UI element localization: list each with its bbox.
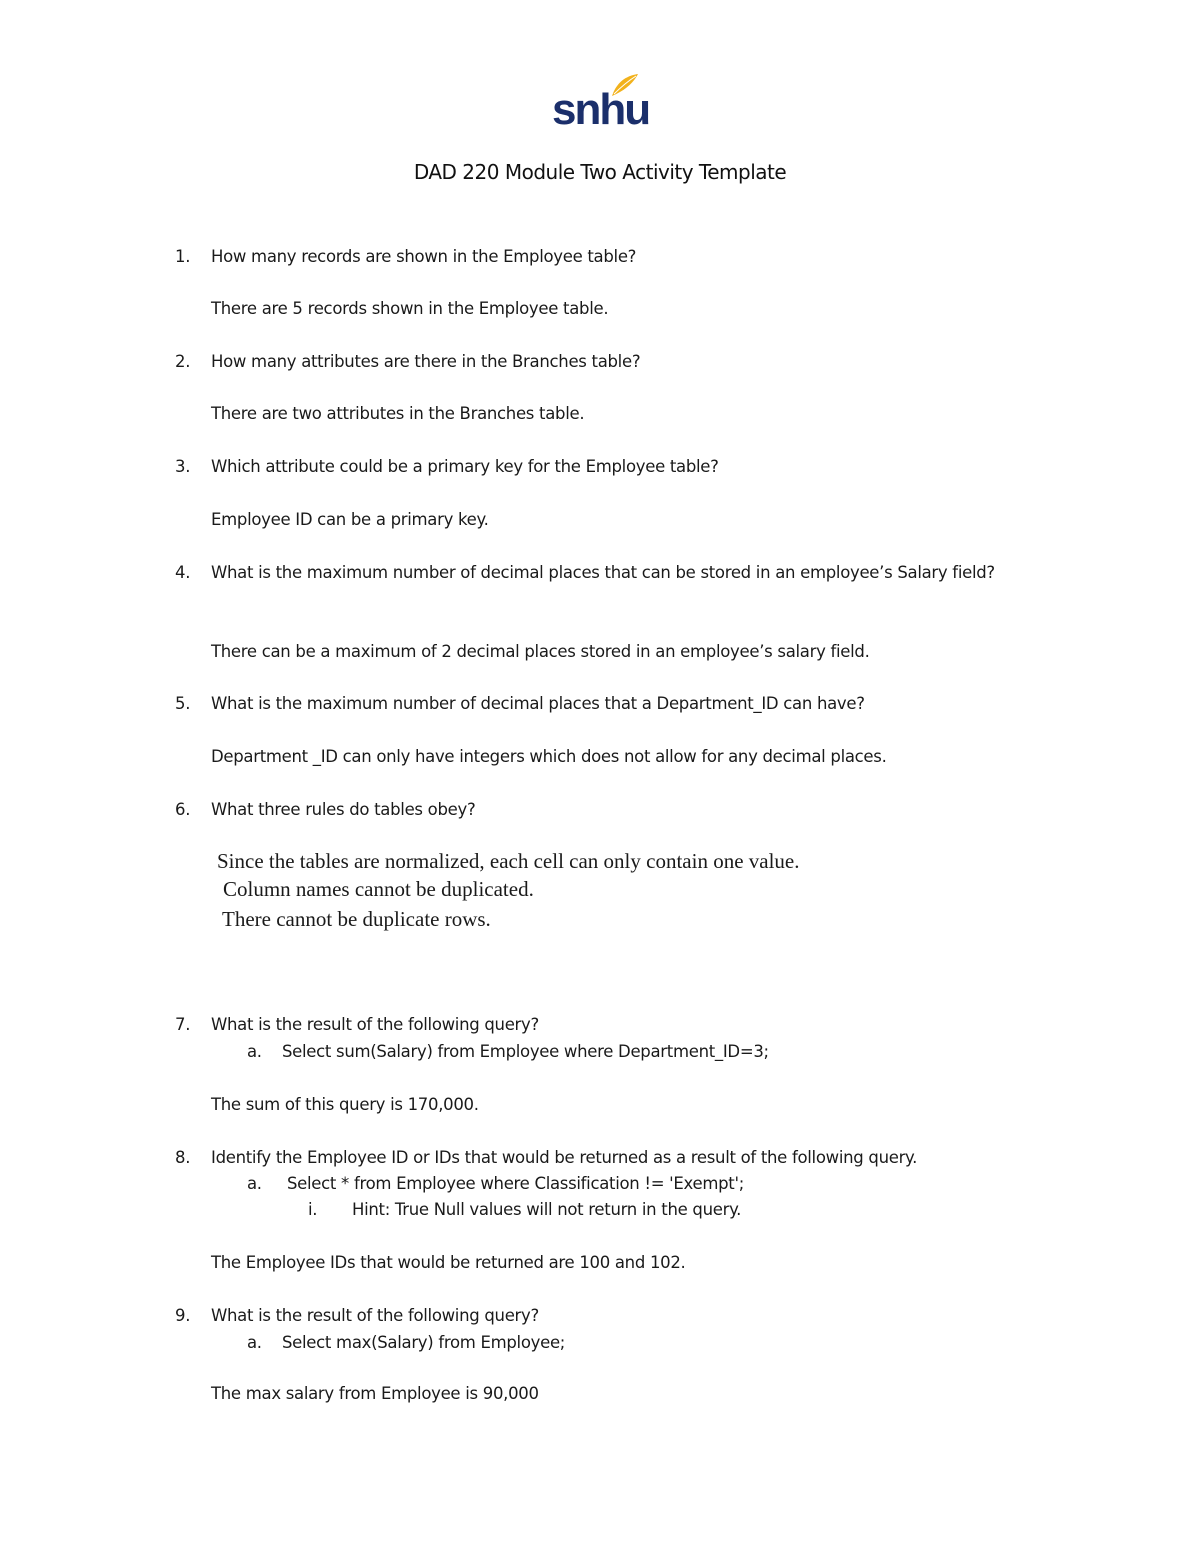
question-number: 6. [175, 800, 191, 819]
snhu-logo [552, 72, 650, 136]
sub-marker: a. [247, 1333, 262, 1352]
question-text: What is the maximum number of decimal places that can be stored in an employee’s Salary field? [211, 563, 995, 582]
question-text: How many attributes are there in the Branches table? [211, 352, 641, 371]
question-number: 4. [175, 563, 191, 582]
answer-6-line-1: Since the tables are normalized, each cell can only contain one value. [217, 849, 800, 873]
question-number: 2. [175, 352, 191, 371]
subsub-marker: i. [308, 1200, 318, 1219]
hint-text: Hint: True Null values will not return in the query. [352, 1200, 742, 1219]
question-text: What is the maximum number of decimal places that a Department_ID can have? [211, 694, 865, 713]
answer-1: There are 5 records shown in the Employee table. [211, 299, 609, 318]
query-text: Select * from Employee where Classification != 'Exempt'; [287, 1174, 744, 1193]
answer-7: The sum of this query is 170,000. [211, 1095, 479, 1114]
question-text: Identify the Employee ID or IDs that would be returned as a result of the following query. [211, 1148, 918, 1167]
query-text: Select sum(Salary) from Employee where Department_ID=3; [282, 1042, 769, 1061]
answer-3: Employee ID can be a primary key. [211, 510, 489, 529]
question-text: What is the result of the following query? [211, 1015, 539, 1034]
question-number: 8. [175, 1148, 191, 1167]
question-text: What is the result of the following query? [211, 1306, 539, 1325]
question-number: 1. [175, 247, 191, 266]
answer-5: Department _ID can only have integers which does not allow for any decimal places. [211, 747, 887, 766]
logo-wordmark: snhu [552, 85, 650, 134]
question-number: 3. [175, 457, 191, 476]
sub-marker: a. [247, 1174, 262, 1193]
answer-6-line-2: Column names cannot be duplicated. [223, 877, 534, 901]
answer-9: The max salary from Employee is 90,000 [211, 1384, 539, 1403]
answer-4: There can be a maximum of 2 decimal places stored in an employee’s salary field. [211, 642, 870, 661]
sub-marker: a. [247, 1042, 262, 1061]
question-number: 5. [175, 694, 191, 713]
question-text: Which attribute could be a primary key for the Employee table? [211, 457, 719, 476]
query-text: Select max(Salary) from Employee; [282, 1333, 566, 1352]
question-text: How many records are shown in the Employee table? [211, 247, 637, 266]
answer-8: The Employee IDs that would be returned are 100 and 102. [211, 1253, 686, 1272]
page-title: DAD 220 Module Two Activity Template [413, 160, 787, 184]
answer-6-line-3: There cannot be duplicate rows. [222, 907, 491, 931]
answer-2: There are two attributes in the Branches table. [211, 404, 585, 423]
question-number: 9. [175, 1306, 191, 1325]
question-text: What three rules do tables obey? [211, 800, 476, 819]
question-number: 7. [175, 1015, 191, 1034]
